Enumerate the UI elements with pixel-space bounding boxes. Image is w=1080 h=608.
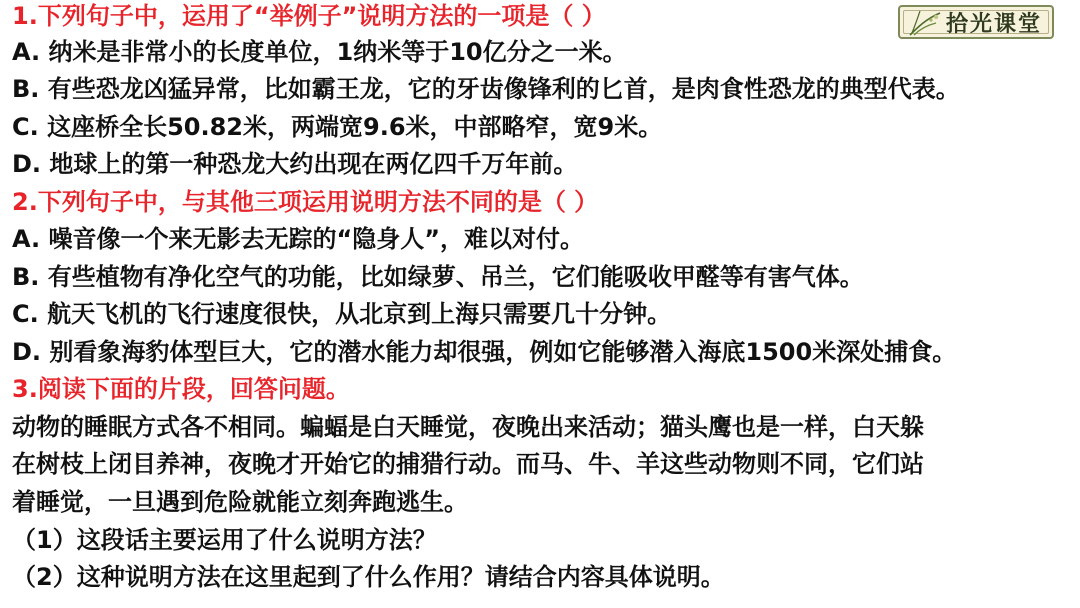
logo-text: 拾光课堂 [945, 10, 1042, 37]
passage-line-3: 着睡觉，一旦遇到危险就能立刻奔跑逃生。 [12, 488, 468, 516]
passage-line-2: 在树枝上闭目养神，夜晚才开始它的捕猎行动。而马、牛、羊这些动物则不同，它们站 [12, 450, 924, 478]
question-2-option-b: B. 有些植物有净化空气的功能，比如绿萝、吊兰，它们能吸收甲醛等有害气体。 [12, 263, 864, 291]
logo [898, 5, 1054, 39]
sub-question-2: （2）这种说明方法在这里起到了什么作用？请结合内容具体说明。 [12, 563, 725, 591]
question-1-title: 1.下列句子中，运用了“举例子”说明方法的一项是（ ） [12, 2, 606, 30]
question-1-option-c: C. 这座桥全长50.82米，两端宽9.6米，中部略窄，宽9米。 [12, 113, 663, 141]
question-3-title: 3.阅读下面的片段，回答问题。 [12, 375, 350, 403]
orchid-icon [906, 9, 946, 37]
sub-question-1: （1）这段话主要运用了什么说明方法？ [12, 526, 437, 554]
question-1-option-a: A. 纳米是非常小的长度单位，1纳米等于10亿分之一米。 [12, 38, 627, 66]
question-2-option-a: A. 噪音像一个来无影去无踪的“隐身人”，难以对付。 [12, 225, 585, 253]
question-1-option-b: B. 有些恐龙凶猛异常，比如霸王龙，它的牙齿像锋利的匕首，是肉食性恐龙的典型代表。 [12, 75, 960, 103]
question-2-title: 2.下列句子中，与其他三项运用说明方法不同的是（ ） [12, 188, 599, 216]
question-2-option-c: C. 航天飞机的飞行速度很快，从北京到上海只需要几十分钟。 [12, 300, 672, 328]
question-1-option-d: D. 地球上的第一种恐龙大约出现在两亿四千万年前。 [12, 150, 578, 178]
question-2-option-d: D. 别看象海豹体型巨大，它的潜水能力却很强，例如它能够潜入海底1500米深处捕食。 [12, 338, 957, 366]
passage-line-1: 动物的睡眠方式各不相同。蝙蝠是白天睡觉，夜晚出来活动；猫头鹰也是一样，白天躲 [12, 413, 924, 441]
